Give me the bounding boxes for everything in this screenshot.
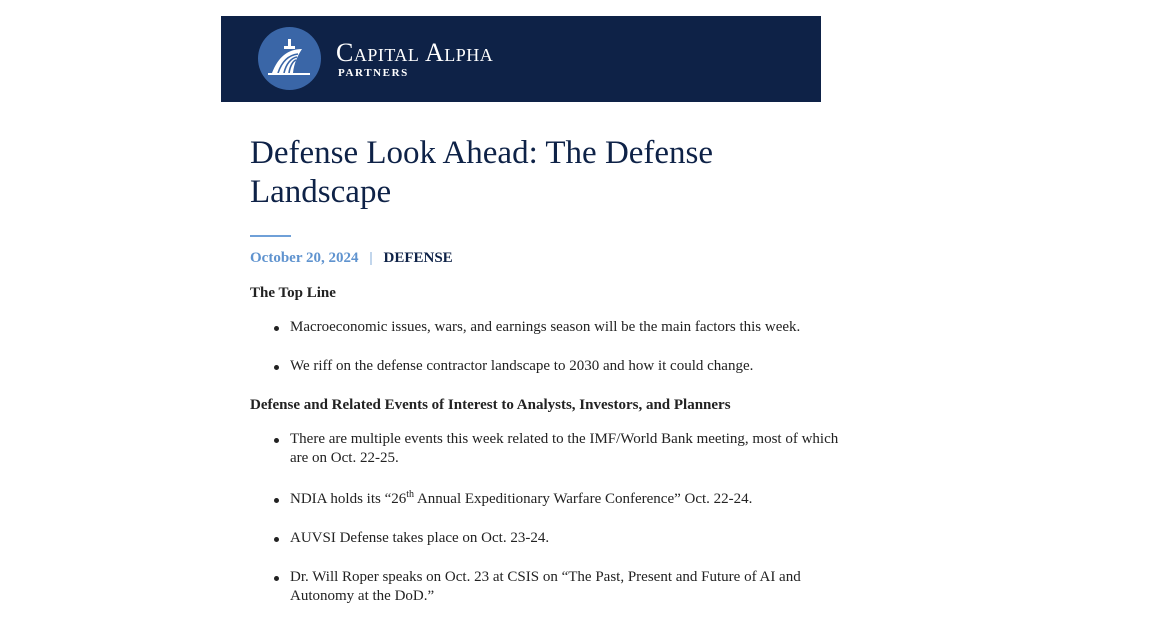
events-list — [250, 430, 860, 606]
title-divider — [250, 235, 291, 237]
brand-subtitle: PARTNERS — [338, 67, 409, 79]
brand-name: Capital Alpha — [336, 38, 494, 67]
header-banner — [221, 16, 821, 102]
article-title: Defense Look Ahead: The Defense Landscape — [250, 135, 714, 210]
top-line-list — [250, 318, 860, 376]
article-category[interactable]: DEFENSE — [383, 250, 453, 266]
list-item-text: NDIA holds its “26 — [290, 491, 407, 507]
list-item: There are multiple events this week related to the IMF/World Bank meeting, most of which are on Oct. 22-25. — [290, 430, 860, 468]
article-date: October 20, 2024 — [250, 250, 359, 266]
article — [250, 134, 860, 626]
section-heading-events: Defense and Related Events of Interest to Analysts, Investors, and Planners — [250, 397, 731, 413]
capitol-dome-logo-icon[interactable] — [258, 27, 321, 90]
list-item — [290, 490, 860, 509]
ordinal-suffix: th — [406, 489, 415, 500]
list-item: AUVSI Defense takes place on Oct. 23-24. — [290, 529, 860, 548]
meta-separator: | — [369, 250, 373, 266]
list-item: Macroeconomic issues, wars, and earnings season will be the main factors this week. — [290, 318, 860, 337]
list-item: We riff on the defense contractor landscape to 2030 and how it could change. — [290, 357, 860, 376]
list-item-text: Annual Expeditionary Warfare Conference” Oct. 22-24. — [414, 491, 753, 507]
article-meta — [250, 248, 860, 268]
list-item: Dr. Will Roper speaks on Oct. 23 at CSIS on “The Past, Present and Future of AI and Autonomy at the DoD.” — [290, 568, 860, 606]
section-heading-top-line: The Top Line — [250, 285, 336, 301]
